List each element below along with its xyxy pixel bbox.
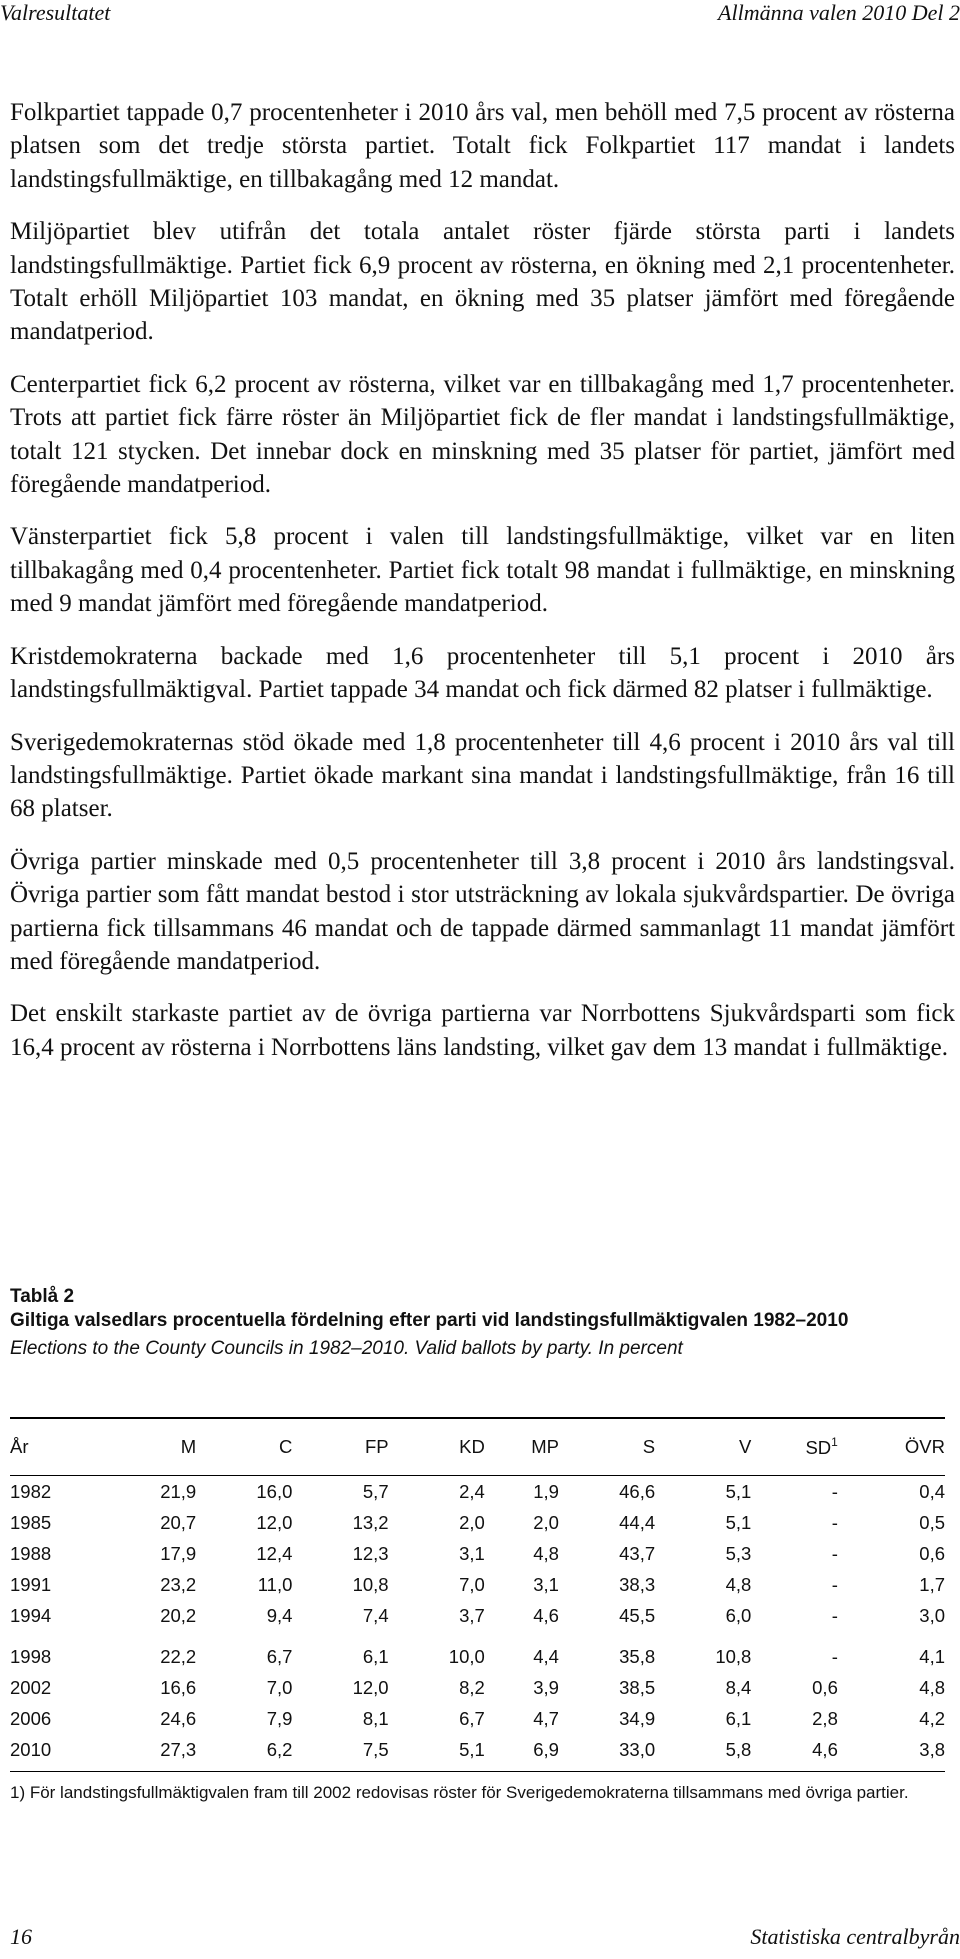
row-year-cell: 2002 <box>10 1676 52 1698</box>
table-cell: 6,7 <box>266 1645 293 1667</box>
table-cell: 4,8 <box>919 1676 945 1698</box>
table-cell: 6,2 <box>196 1734 292 1772</box>
table-cell: 11,0 <box>257 1573 293 1595</box>
table-cell: 46,6 <box>619 1480 656 1502</box>
table-cell: 6,9 <box>485 1734 559 1772</box>
table-cell: 12,0 <box>256 1511 293 1533</box>
table-row <box>10 1631 945 1672</box>
paragraph-vansterpartiet: Vänsterpartiet fick 5,8 procent i valen till landstingsfullmäktige, vilket var en liten tillbakagång med 0,4 procentenheter. Partiet fick totalt 98 mandat i fullmäktige, en minskning med 9 mandat jämfört med föregående mandatperiod. <box>10 523 955 618</box>
table-subtitle: Elections to the County Councils in 1982–2010. Valid ballots by party. In percent <box>10 1338 683 1359</box>
table-cell: 12,3 <box>352 1542 389 1564</box>
table-cell: 3,9 <box>533 1676 559 1698</box>
table-row <box>10 1476 945 1508</box>
table-cell: 6,1 <box>725 1707 752 1729</box>
table-cell: 45,5 <box>619 1604 656 1626</box>
table-cell: - <box>831 1645 838 1667</box>
table-cell: 0,4 <box>919 1480 945 1502</box>
results-table <box>10 1417 945 1772</box>
table-cell: 4,8 <box>533 1542 559 1564</box>
publisher-name: Statistiska centralbyrån <box>750 1924 960 1949</box>
table-row <box>10 1538 945 1569</box>
table-cell: 6,7 <box>459 1707 485 1729</box>
table-cell: 20,2 <box>160 1604 197 1626</box>
table-cell: 7,5 <box>292 1734 388 1772</box>
column-header-m: M <box>180 1436 197 1457</box>
table-cell: 21,9 <box>160 1480 197 1502</box>
page-number: 16 <box>10 1924 32 1949</box>
table-cell: - <box>831 1480 838 1502</box>
table-cell: 4,7 <box>533 1707 559 1729</box>
table-cell: 7,0 <box>266 1676 293 1698</box>
table-cell: - <box>831 1542 838 1564</box>
table-cell: 16,6 <box>160 1676 197 1698</box>
table-cell: 8,1 <box>362 1707 389 1729</box>
table-cell: 7,4 <box>362 1604 389 1626</box>
table-cell: 0,5 <box>919 1511 945 1533</box>
table-cell: - <box>831 1573 838 1595</box>
table-cell: 3,7 <box>459 1604 485 1626</box>
paragraph-folkpartiet: Folkpartiet tappade 0,7 procentenheter i 2010 års val, men behöll med 7,5 procent av rösterna platsen som det tredje största partiet. Totalt fick Folkpartiet 117 mandat i landets landstingsfullmäktige, en tillbakagång med 12 mandat. <box>10 99 955 193</box>
table-cell: 4,8 <box>725 1573 752 1595</box>
table-cell: 5,7 <box>362 1480 389 1502</box>
table-row <box>10 1703 945 1734</box>
table-cell: 3,1 <box>459 1542 485 1564</box>
row-year-cell: 2006 <box>10 1707 52 1729</box>
table-title: Giltiga valsedlars procentuella fördelning efter parti vid landstingsfullmäktigvalen 1982–2010 <box>10 1310 849 1331</box>
column-header-mp: MP <box>531 1436 559 1457</box>
table-cell: - <box>831 1604 838 1626</box>
table-cell: 27,3 <box>100 1734 196 1772</box>
header-publication-title: Allmänna valen 2010 Del 2 <box>718 0 960 25</box>
table-cell: 4,1 <box>919 1645 945 1667</box>
table-caption <box>10 1285 955 1361</box>
table-row <box>10 1569 945 1600</box>
column-header-sd <box>751 1418 838 1476</box>
table-cell: 6,0 <box>725 1604 752 1626</box>
table-cell: 12,0 <box>352 1676 389 1698</box>
table-cell: 0,6 <box>812 1676 838 1698</box>
table-header-row <box>10 1418 945 1476</box>
table-cell: 12,4 <box>256 1542 293 1564</box>
table-row <box>10 1507 945 1538</box>
table-cell: 2,0 <box>533 1511 559 1533</box>
table-cell: 13,2 <box>352 1511 389 1533</box>
table-cell: 4,2 <box>919 1707 945 1729</box>
column-header-sd-label: SD <box>805 1437 832 1458</box>
table-cell: 3,1 <box>533 1573 559 1595</box>
table-cell: 3,8 <box>838 1734 945 1772</box>
table-cell: 38,5 <box>619 1676 656 1698</box>
header-section-title: Valresultatet <box>0 0 111 25</box>
table-cell: 43,7 <box>619 1542 656 1564</box>
column-header-v: V <box>739 1436 752 1457</box>
table-cell: 2,0 <box>459 1511 485 1533</box>
table-cell: 10,8 <box>352 1573 389 1595</box>
paragraph-miljopartiet: Miljöpartiet blev utifrån det totala antalet röster fjärde största parti i landets landstingsfullmäktige. Partiet fick 6,9 procent av rösterna, en ökning med 2,1 procentenheter. Totalt erhöll Miljöpartiet 103 mandat, en ökning med 35 platser jämfört med föregående mandatperiod. <box>10 218 955 346</box>
table-cell: 8,2 <box>459 1676 485 1698</box>
table-cell: 6,1 <box>362 1645 389 1667</box>
row-year-cell: 1991 <box>10 1573 52 1595</box>
table-cell: 5,3 <box>725 1542 752 1564</box>
table-cell: 44,4 <box>619 1511 656 1533</box>
table-cell: 23,2 <box>160 1573 197 1595</box>
table-cell: 20,7 <box>160 1511 197 1533</box>
table-cell: 2,8 <box>812 1707 838 1729</box>
table-cell: 10,0 <box>448 1645 485 1667</box>
table-row <box>10 1600 945 1631</box>
column-header-c: C <box>279 1436 293 1457</box>
column-header-kd: KD <box>459 1436 485 1457</box>
paragraph-centerpartiet: Centerpartiet fick 6,2 procent av rösterna, vilket var en tillbakagång med 1,7 procentenheter. Trots att partiet fick färre röster än Miljöpartiet fick de fler mandat i landstingsfullmäktige, totalt 121 stycken. Det innebar dock en minskning med 35 platser för partiet, jämfört med föregående mandatperiod. <box>10 370 955 499</box>
table-footnote: 1) För landstingsfullmäktigvalen fram till 2002 redovisas röster för Sverigedemokraterna tillsammans med övriga partier. <box>10 1783 909 1802</box>
table-cell: 5,1 <box>389 1734 485 1772</box>
table-cell: 5,1 <box>725 1480 752 1502</box>
table-cell: 2,4 <box>459 1480 485 1502</box>
table-cell: - <box>831 1511 838 1533</box>
row-year-cell: 2010 <box>10 1734 100 1772</box>
table-cell: 9,4 <box>266 1604 293 1626</box>
table-cell: 33,0 <box>559 1734 655 1772</box>
column-header-s: S <box>642 1436 656 1457</box>
table-cell: 5,8 <box>655 1734 751 1772</box>
table-cell: 0,6 <box>919 1542 945 1564</box>
table-cell: 34,9 <box>619 1707 656 1729</box>
paragraph-sverigedemokraterna: Sverigedemokraternas stöd ökade med 1,8 procentenheter till 4,6 procent i 2010 års val till landstingsfullmäktige. Partiet ökade markant sina mandat i landstingsfullmäktige, från 16 till 68 platser. <box>10 728 955 823</box>
table-cell: 35,8 <box>619 1645 656 1667</box>
table-cell: 22,2 <box>160 1645 197 1667</box>
body-text <box>10 96 955 1064</box>
table-cell: 7,9 <box>266 1707 293 1729</box>
table-cell: 4,6 <box>533 1604 559 1626</box>
paragraph-ovriga-partier: Övriga partier minskade med 0,5 procentenheter till 3,8 procent i 2010 års landstingsval. Övriga partier som fått mandat bestod i stor utsträckning av lokala sjukvårdspartier. De övriga partierna fick tillsammans 46 mandat och de tappade därmed sammanlagt 11 mandat jämfört med föregående mandatperiod. <box>10 847 955 975</box>
row-year-cell: 1982 <box>10 1480 52 1502</box>
table-cell: 24,6 <box>160 1707 197 1729</box>
table-cell: 5,1 <box>725 1511 752 1533</box>
footnote-mark: 1 <box>831 1435 838 1449</box>
table-cell: 3,0 <box>919 1604 945 1626</box>
page-footer <box>0 1924 960 1954</box>
table-cell: 4,4 <box>533 1645 559 1667</box>
table-cell: 8,4 <box>725 1676 752 1698</box>
table-cell: 7,0 <box>459 1573 485 1595</box>
row-year-cell: 1994 <box>10 1604 52 1626</box>
table-body <box>10 1476 945 1772</box>
paragraph-kristdemokraterna: Kristdemokraterna backade med 1,6 procentenheter till 5,1 procent i 2010 års landstingsfullmäktigval. Partiet tappade 34 mandat och fick därmed 82 platser i fullmäktige. <box>10 642 955 704</box>
table-row <box>10 1734 945 1772</box>
table-cell: 10,8 <box>715 1645 752 1667</box>
table-cell: 4,6 <box>751 1734 838 1772</box>
table-cell: 38,3 <box>619 1573 656 1595</box>
table-row <box>10 1672 945 1703</box>
column-header-year: År <box>10 1436 29 1457</box>
page-header <box>0 0 960 30</box>
table-cell: 1,7 <box>919 1573 945 1595</box>
paragraph-norrbottens-sjukvardsparti: Det enskilt starkaste partiet av de övriga partierna var Norrbottens Sjukvårdsparti som fick 16,4 procent av rösterna i Norrbottens läns landsting, vilket gav dem 13 mandat i fullmäktige. <box>10 1000 955 1061</box>
row-year-cell: 1988 <box>10 1542 52 1564</box>
column-header-fp: FP <box>364 1436 389 1457</box>
table-cell: 16,0 <box>256 1480 293 1502</box>
row-year-cell: 1998 <box>10 1645 52 1667</box>
table-number: Tablå 2 <box>10 1286 75 1307</box>
column-header-ovr: ÖVR <box>904 1436 945 1457</box>
table-cell: 1,9 <box>533 1480 559 1502</box>
row-year-cell: 1985 <box>10 1511 52 1533</box>
table-cell: 17,9 <box>160 1542 197 1564</box>
